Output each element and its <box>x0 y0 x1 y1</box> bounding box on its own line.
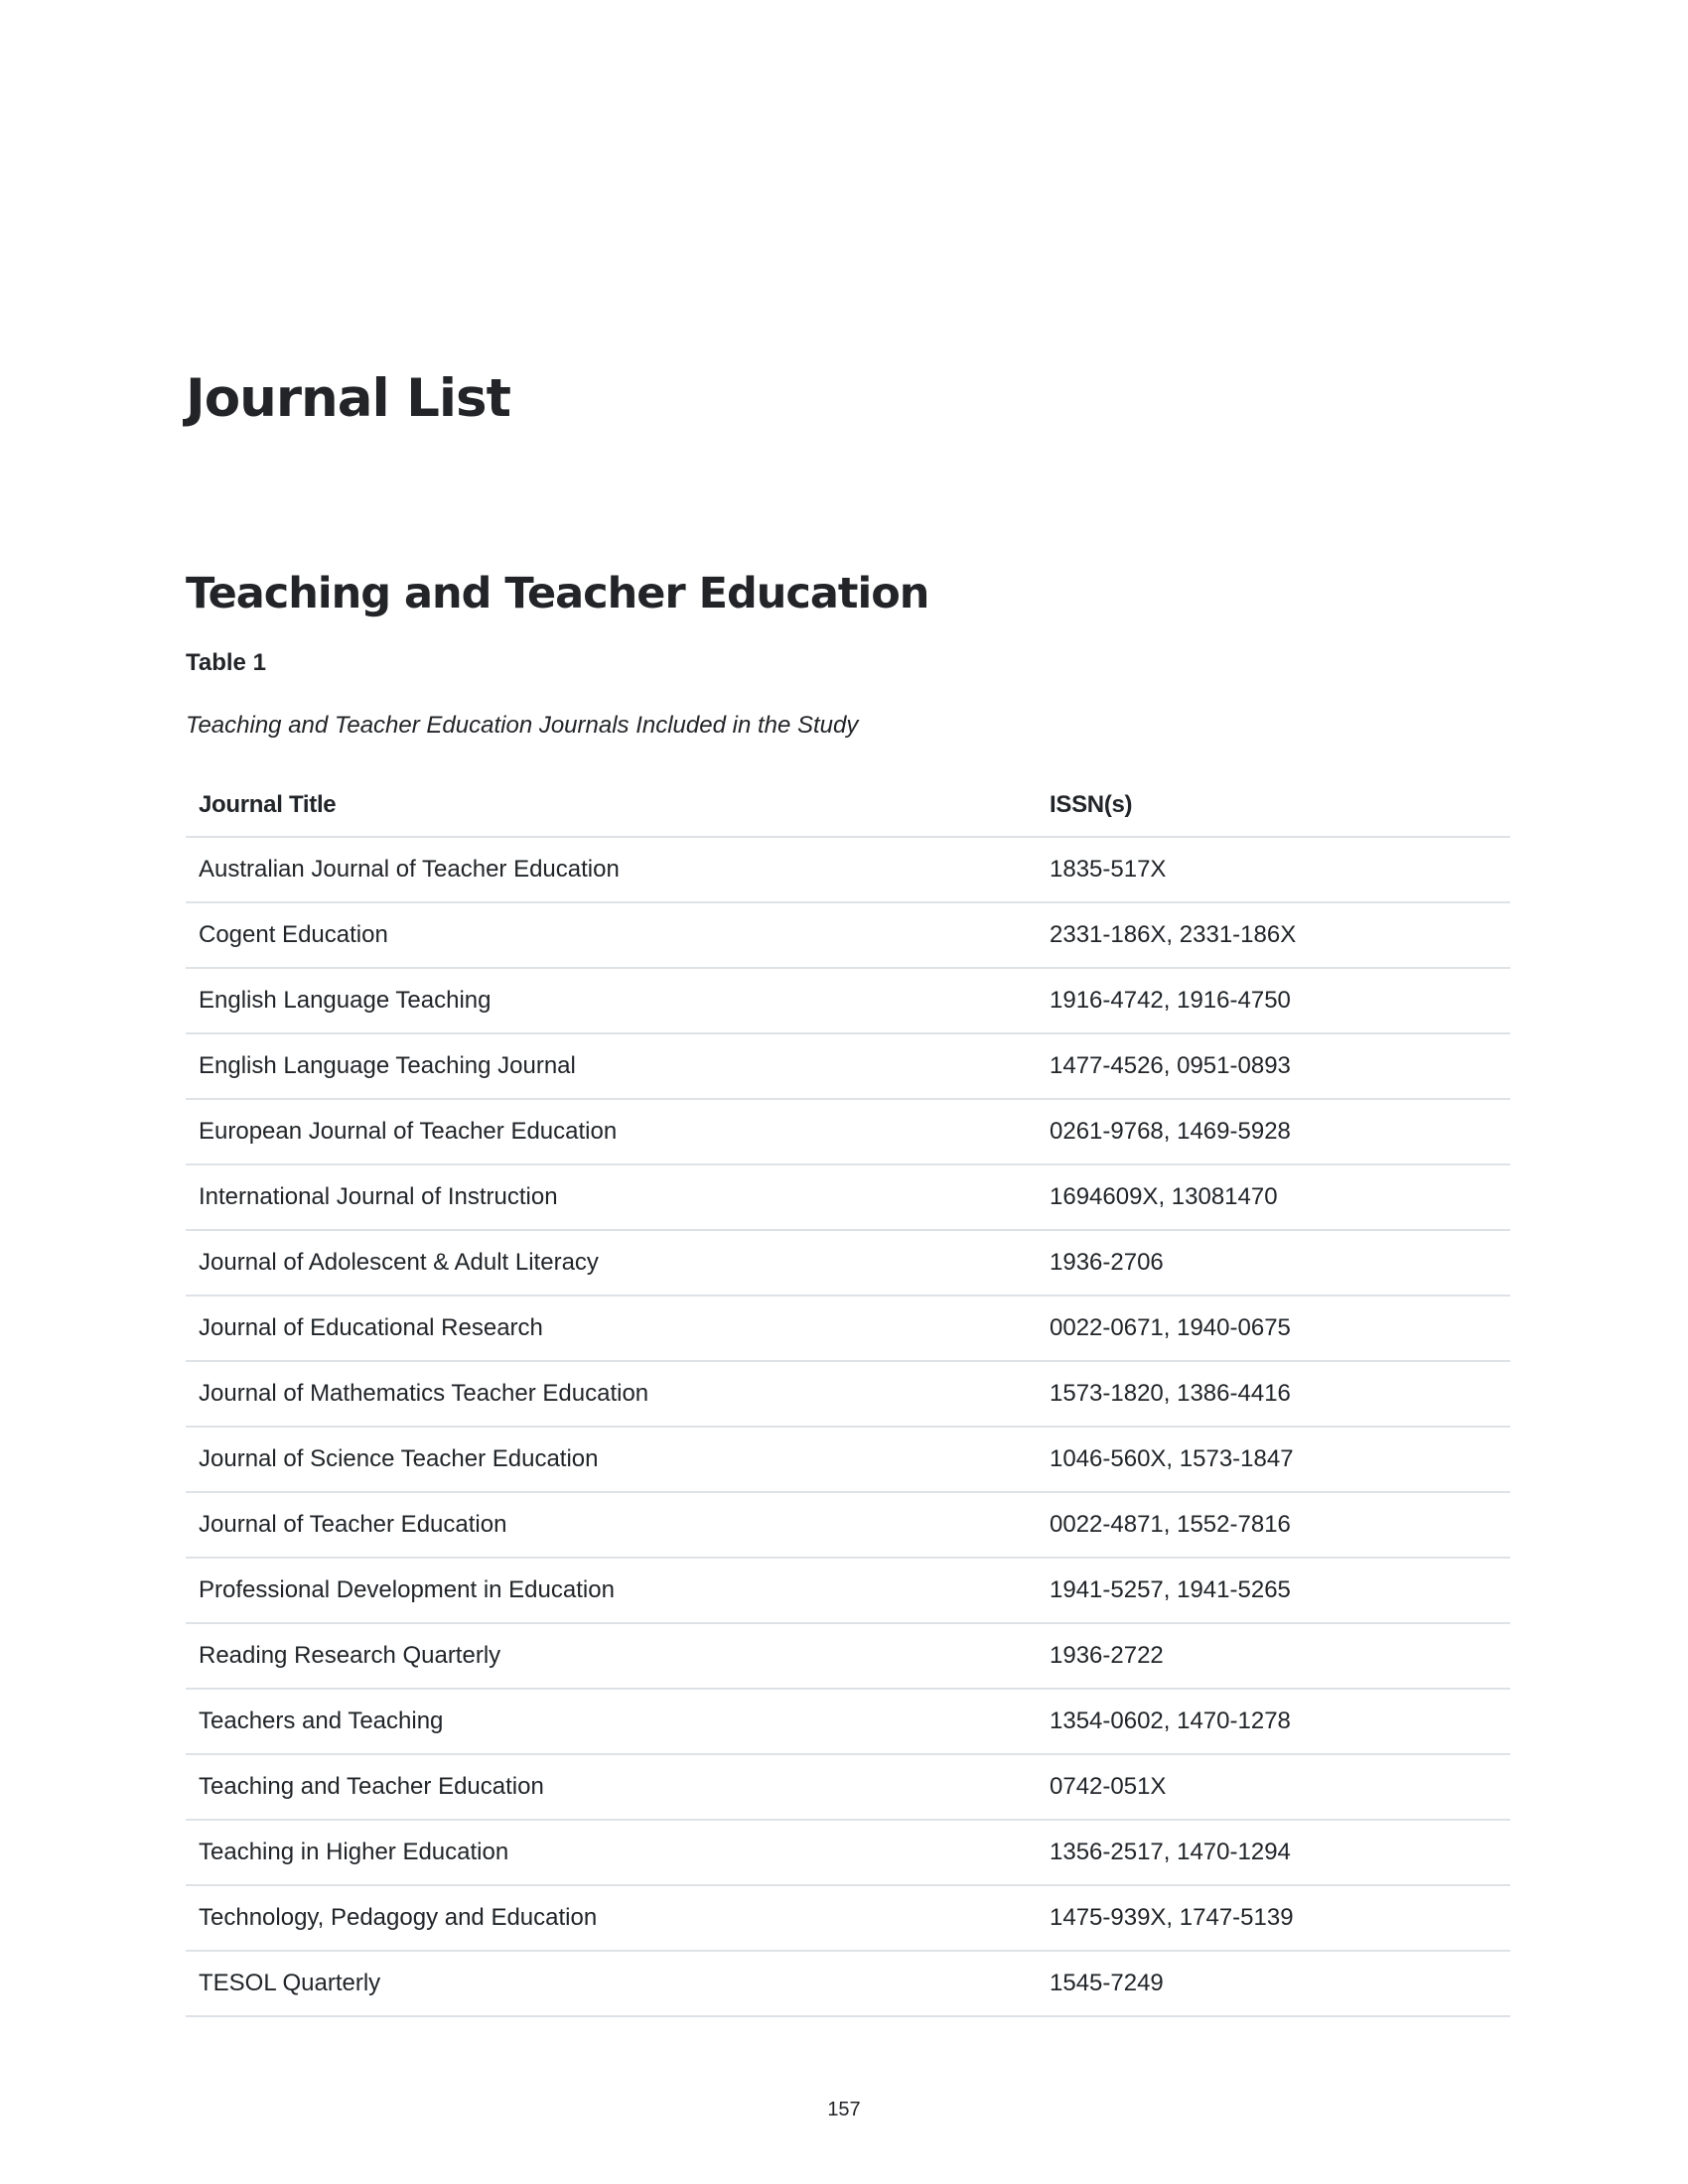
table-row <box>186 1099 1510 1164</box>
section-title: Teaching and Teacher Education <box>186 569 929 618</box>
journal-title-cell: English Language Teaching <box>186 968 1037 1033</box>
issn-cell: 1046-560X, 1573-1847 <box>1037 1427 1510 1492</box>
issn-cell: 1936-2722 <box>1037 1623 1510 1689</box>
issn-cell: 0022-0671, 1940-0675 <box>1037 1296 1510 1361</box>
journal-table <box>186 774 1510 2017</box>
issn-cell: 1936-2706 <box>1037 1230 1510 1296</box>
table-row <box>186 1689 1510 1754</box>
journal-title-cell: Journal of Adolescent & Adult Literacy <box>186 1230 1037 1296</box>
table-row <box>186 1754 1510 1820</box>
table-row <box>186 1492 1510 1558</box>
table-row <box>186 1296 1510 1361</box>
table-row <box>186 902 1510 968</box>
table-row <box>186 1361 1510 1427</box>
table-row <box>186 1230 1510 1296</box>
table-caption: Teaching and Teacher Education Journals Included in the Study <box>186 712 859 739</box>
journal-title-cell: International Journal of Instruction <box>186 1164 1037 1230</box>
journal-title-cell: Reading Research Quarterly <box>186 1623 1037 1689</box>
journal-title-cell: Journal of Educational Research <box>186 1296 1037 1361</box>
column-header-journal-title: Journal Title <box>186 774 1037 837</box>
table-row <box>186 968 1510 1033</box>
issn-cell: 1835-517X <box>1037 837 1510 902</box>
column-header-issn: ISSN(s) <box>1037 774 1510 837</box>
issn-cell: 1573-1820, 1386-4416 <box>1037 1361 1510 1427</box>
table-row <box>186 1164 1510 1230</box>
table-row <box>186 1623 1510 1689</box>
journal-title-cell: Journal of Teacher Education <box>186 1492 1037 1558</box>
journal-title-cell: Cogent Education <box>186 902 1037 968</box>
issn-cell: 1356-2517, 1470-1294 <box>1037 1820 1510 1885</box>
journal-title-cell: TESOL Quarterly <box>186 1951 1037 2016</box>
issn-cell: 0022-4871, 1552-7816 <box>1037 1492 1510 1558</box>
table-header-row <box>186 774 1510 837</box>
table-row <box>186 1885 1510 1951</box>
journal-title-cell: Australian Journal of Teacher Education <box>186 837 1037 902</box>
issn-cell: 1354-0602, 1470-1278 <box>1037 1689 1510 1754</box>
issn-cell: 1941-5257, 1941-5265 <box>1037 1558 1510 1623</box>
table-row <box>186 1558 1510 1623</box>
journal-title-cell: Technology, Pedagogy and Education <box>186 1885 1037 1951</box>
issn-cell: 1477-4526, 0951-0893 <box>1037 1033 1510 1099</box>
issn-cell: 0261-9768, 1469-5928 <box>1037 1099 1510 1164</box>
issn-cell: 1694609X, 13081470 <box>1037 1164 1510 1230</box>
table-label: Table 1 <box>186 649 266 676</box>
page-number: 157 <box>827 2099 861 2120</box>
table-row <box>186 1033 1510 1099</box>
table-row <box>186 1951 1510 2016</box>
table-body <box>186 837 1510 2016</box>
journal-title-cell: European Journal of Teacher Education <box>186 1099 1037 1164</box>
journal-title-cell: Teachers and Teaching <box>186 1689 1037 1754</box>
table-row <box>186 837 1510 902</box>
journal-title-cell: Teaching in Higher Education <box>186 1820 1037 1885</box>
journal-title-cell: Journal of Mathematics Teacher Education <box>186 1361 1037 1427</box>
journal-title-cell: Journal of Science Teacher Education <box>186 1427 1037 1492</box>
table-row <box>186 1820 1510 1885</box>
table-header <box>186 774 1510 837</box>
journal-title-cell: Teaching and Teacher Education <box>186 1754 1037 1820</box>
issn-cell: 2331-186X, 2331-186X <box>1037 902 1510 968</box>
page-title: Journal List <box>186 368 510 429</box>
issn-cell: 1545-7249 <box>1037 1951 1510 2016</box>
journal-title-cell: Professional Development in Education <box>186 1558 1037 1623</box>
journal-title-cell: English Language Teaching Journal <box>186 1033 1037 1099</box>
table-row <box>186 1427 1510 1492</box>
issn-cell: 0742-051X <box>1037 1754 1510 1820</box>
issn-cell: 1475-939X, 1747-5139 <box>1037 1885 1510 1951</box>
issn-cell: 1916-4742, 1916-4750 <box>1037 968 1510 1033</box>
